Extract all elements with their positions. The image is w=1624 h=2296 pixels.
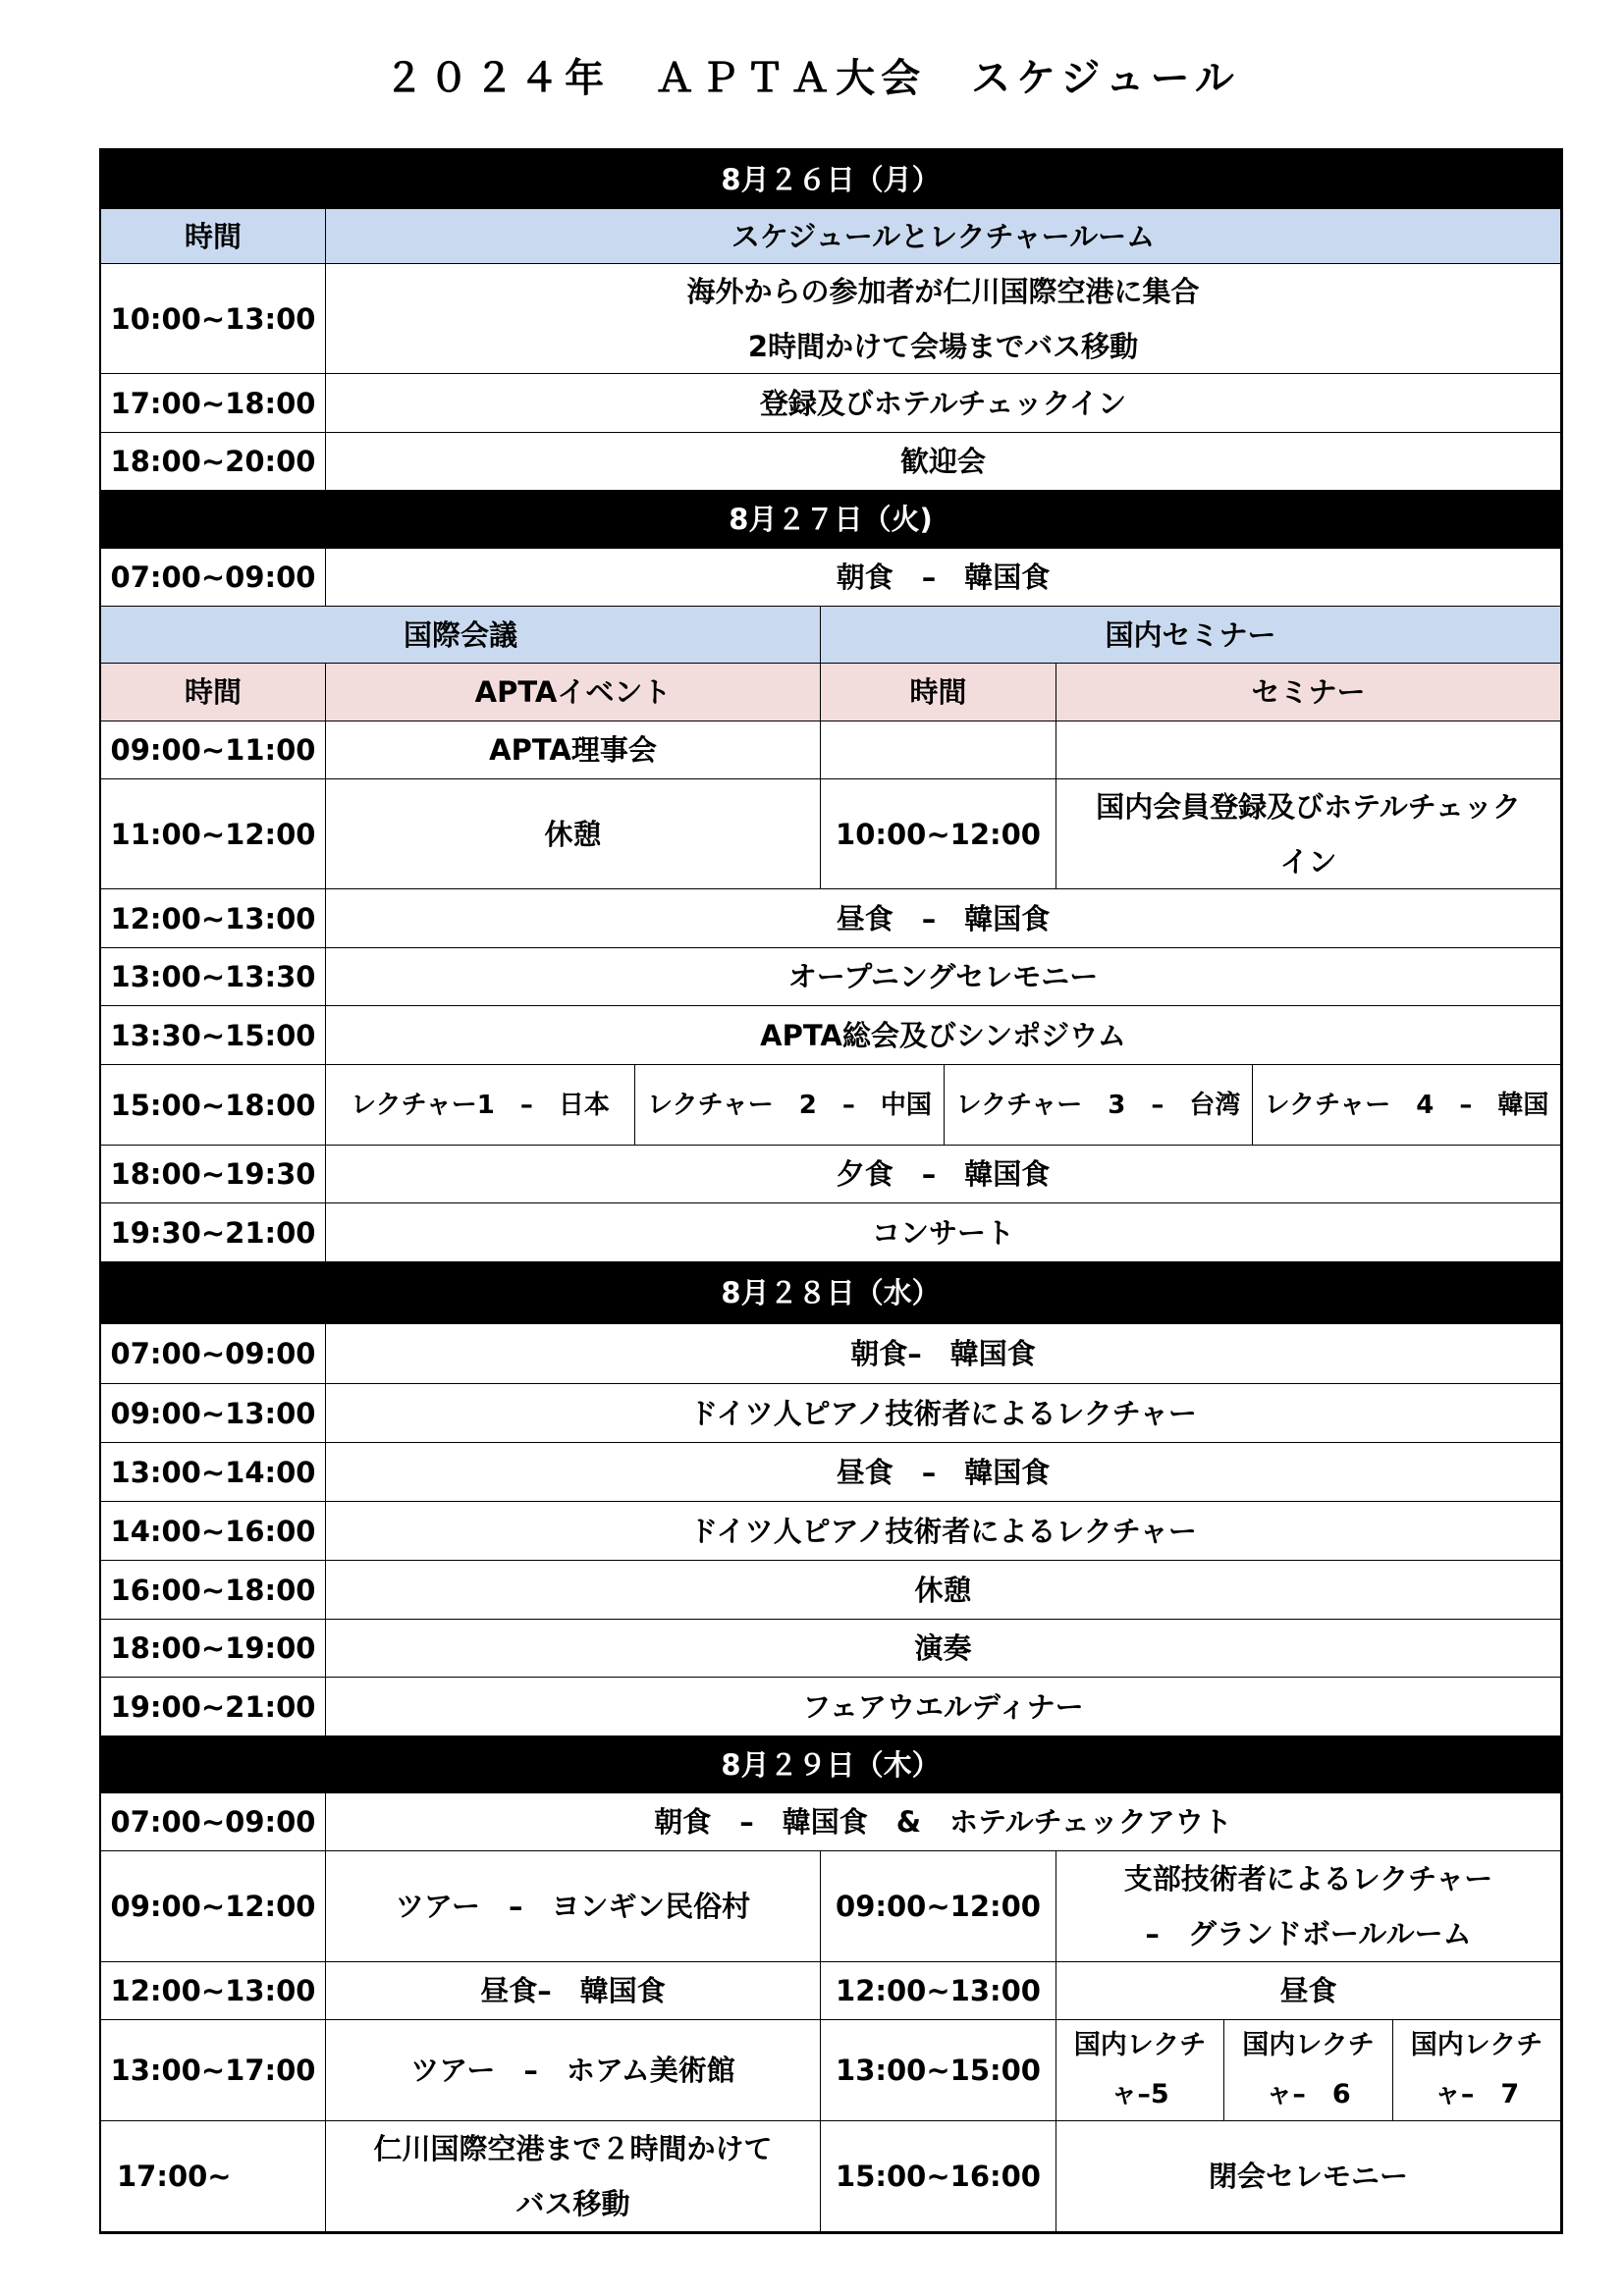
schedule-room-header: スケジュールとレクチャールーム xyxy=(326,209,1561,264)
lecture-cell: レクチャー 2 – 中国 xyxy=(635,1065,945,1146)
time-cell: 12:00~13:00 xyxy=(821,1962,1056,2020)
time-header: 時間 xyxy=(101,209,326,264)
time-cell: 13:30~15:00 xyxy=(101,1006,326,1065)
event-line: 仁川国際空港まで２時間かけて xyxy=(373,2132,773,2165)
time-cell: 07:00~09:00 xyxy=(101,1793,326,1851)
event-cell: 昼食 – 韓国食 xyxy=(326,1443,1561,1502)
event-cell: APTA総会及びシンポジウム xyxy=(326,1006,1561,1065)
event-cell: APTA理事会 xyxy=(326,721,821,779)
time-cell: 10:00~12:00 xyxy=(821,779,1056,889)
event-cell xyxy=(1056,1851,1561,1962)
time-cell: 09:00~13:00 xyxy=(101,1384,326,1443)
lecture-cell: レクチャー1 – 日本 xyxy=(326,1065,635,1146)
lecture-cell: レクチャー 3 – 台湾 xyxy=(945,1065,1253,1146)
event-cell: 歓迎会 xyxy=(326,433,1561,491)
time-cell: 15:00~16:00 xyxy=(821,2121,1056,2232)
event-cell: ドイツ人ピアノ技術者によるレクチャー xyxy=(326,1502,1561,1561)
time-cell: 13:00~15:00 xyxy=(821,2020,1056,2121)
event-line: 国内レクチ xyxy=(1410,2030,1543,2060)
event-cell xyxy=(326,2121,821,2232)
seminar-header: セミナー xyxy=(1056,664,1561,721)
event-line: イン xyxy=(1279,844,1337,879)
event-cell: コンサート xyxy=(326,1203,1561,1262)
event-cell: 夕食 – 韓国食 xyxy=(326,1146,1561,1203)
event-cell: 閉会セレモニー xyxy=(1056,2121,1561,2232)
event-cell: 朝食– 韓国食 xyxy=(326,1324,1561,1384)
time-cell: 13:00~13:30 xyxy=(101,948,326,1006)
lecture-cell: レクチャー 4 – 韓国 xyxy=(1253,1065,1561,1146)
event-cell: 朝食 – 韓国食 & ホテルチェックアウト xyxy=(326,1793,1561,1851)
time-cell: 09:00~12:00 xyxy=(821,1851,1056,1962)
event-line: 海外からの参加者が仁川国際空港に集合 xyxy=(686,274,1200,308)
event-cell: ツアー – ヨンギン民俗村 xyxy=(326,1851,821,1962)
event-line: ャ– 7 xyxy=(1434,2079,1520,2109)
day-header-aug29: 8月２９日（木） xyxy=(101,1736,1561,1793)
domestic-lecture-cell xyxy=(1393,2020,1561,2121)
event-line: 国内会員登録及びホテルチェック xyxy=(1096,789,1521,824)
time-cell: 13:00~17:00 xyxy=(101,2020,326,2121)
time-header: 時間 xyxy=(821,664,1056,721)
event-line: – グランドボールルーム xyxy=(1145,1917,1472,1950)
event-line: 2時間かけて会場までバス移動 xyxy=(747,329,1139,363)
time-cell: 12:00~13:00 xyxy=(101,889,326,948)
day-header-aug26: 8月２６日（月） xyxy=(101,150,1561,209)
time-cell: 07:00~09:00 xyxy=(101,549,326,607)
time-cell: 17:00~ xyxy=(101,2121,326,2232)
time-header: 時間 xyxy=(101,664,326,721)
event-cell: オープニングセレモニー xyxy=(326,948,1561,1006)
time-cell: 19:00~21:00 xyxy=(101,1678,326,1736)
event-line: バス移動 xyxy=(515,2187,630,2220)
event-cell: フェアウエルディナー xyxy=(326,1678,1561,1736)
event-cell xyxy=(1056,779,1561,889)
time-cell: 15:00~18:00 xyxy=(101,1065,326,1146)
time-cell: 18:00~19:30 xyxy=(101,1146,326,1203)
time-cell: 13:00~14:00 xyxy=(101,1443,326,1502)
event-cell: 登録及びホテルチェックイン xyxy=(326,374,1561,433)
event-cell: 昼食 xyxy=(1056,1962,1561,2020)
event-cell: ドイツ人ピアノ技術者によるレクチャー xyxy=(326,1384,1561,1443)
event-line: ャ–5 xyxy=(1110,2079,1169,2109)
time-cell: 11:00~12:00 xyxy=(101,779,326,889)
domestic-lecture-cell xyxy=(1224,2020,1393,2121)
day-header-aug28: 8月２８日（水） xyxy=(101,1262,1561,1324)
event-cell: 昼食– 韓国食 xyxy=(326,1962,821,2020)
domestic-lecture-cell xyxy=(1056,2020,1224,2121)
event-line: 国内レクチ xyxy=(1073,2030,1207,2060)
event-line: ャ– 6 xyxy=(1266,2079,1351,2109)
time-cell: 14:00~16:00 xyxy=(101,1502,326,1561)
time-cell: 19:30~21:00 xyxy=(101,1203,326,1262)
time-cell: 12:00~13:00 xyxy=(101,1962,326,2020)
time-cell: 18:00~20:00 xyxy=(101,433,326,491)
event-line: 国内レクチ xyxy=(1242,2030,1375,2060)
schedule-table xyxy=(99,148,1563,2234)
event-cell: 朝食 – 韓国食 xyxy=(326,549,1561,607)
domestic-seminar-header: 国内セミナー xyxy=(821,607,1561,664)
day-header-aug27: 8月２７日（火) xyxy=(101,491,1561,549)
time-cell: 09:00~12:00 xyxy=(101,1851,326,1962)
time-cell: 16:00~18:00 xyxy=(101,1561,326,1620)
event-cell xyxy=(326,264,1561,374)
event-cell: 演奏 xyxy=(326,1620,1561,1678)
time-cell: 17:00~18:00 xyxy=(101,374,326,433)
event-cell: 休憩 xyxy=(326,1561,1561,1620)
event-line: 支部技術者によるレクチャー xyxy=(1123,1862,1493,1896)
apta-event-header: APTAイベント xyxy=(326,664,821,721)
empty-cell xyxy=(1056,721,1561,779)
event-cell: 昼食 – 韓国食 xyxy=(326,889,1561,948)
time-cell: 18:00~19:00 xyxy=(101,1620,326,1678)
event-cell: ツアー – ホアム美術館 xyxy=(326,2020,821,2121)
empty-cell xyxy=(821,721,1056,779)
time-cell: 07:00~09:00 xyxy=(101,1324,326,1384)
page-title: ２０２４年 ＡＰＴＡ大会 スケジュール xyxy=(384,56,1240,101)
time-cell: 10:00~13:00 xyxy=(101,264,326,374)
event-cell: 休憩 xyxy=(326,779,821,889)
intl-conference-header: 国際会議 xyxy=(101,607,821,664)
time-cell: 09:00~11:00 xyxy=(101,721,326,779)
